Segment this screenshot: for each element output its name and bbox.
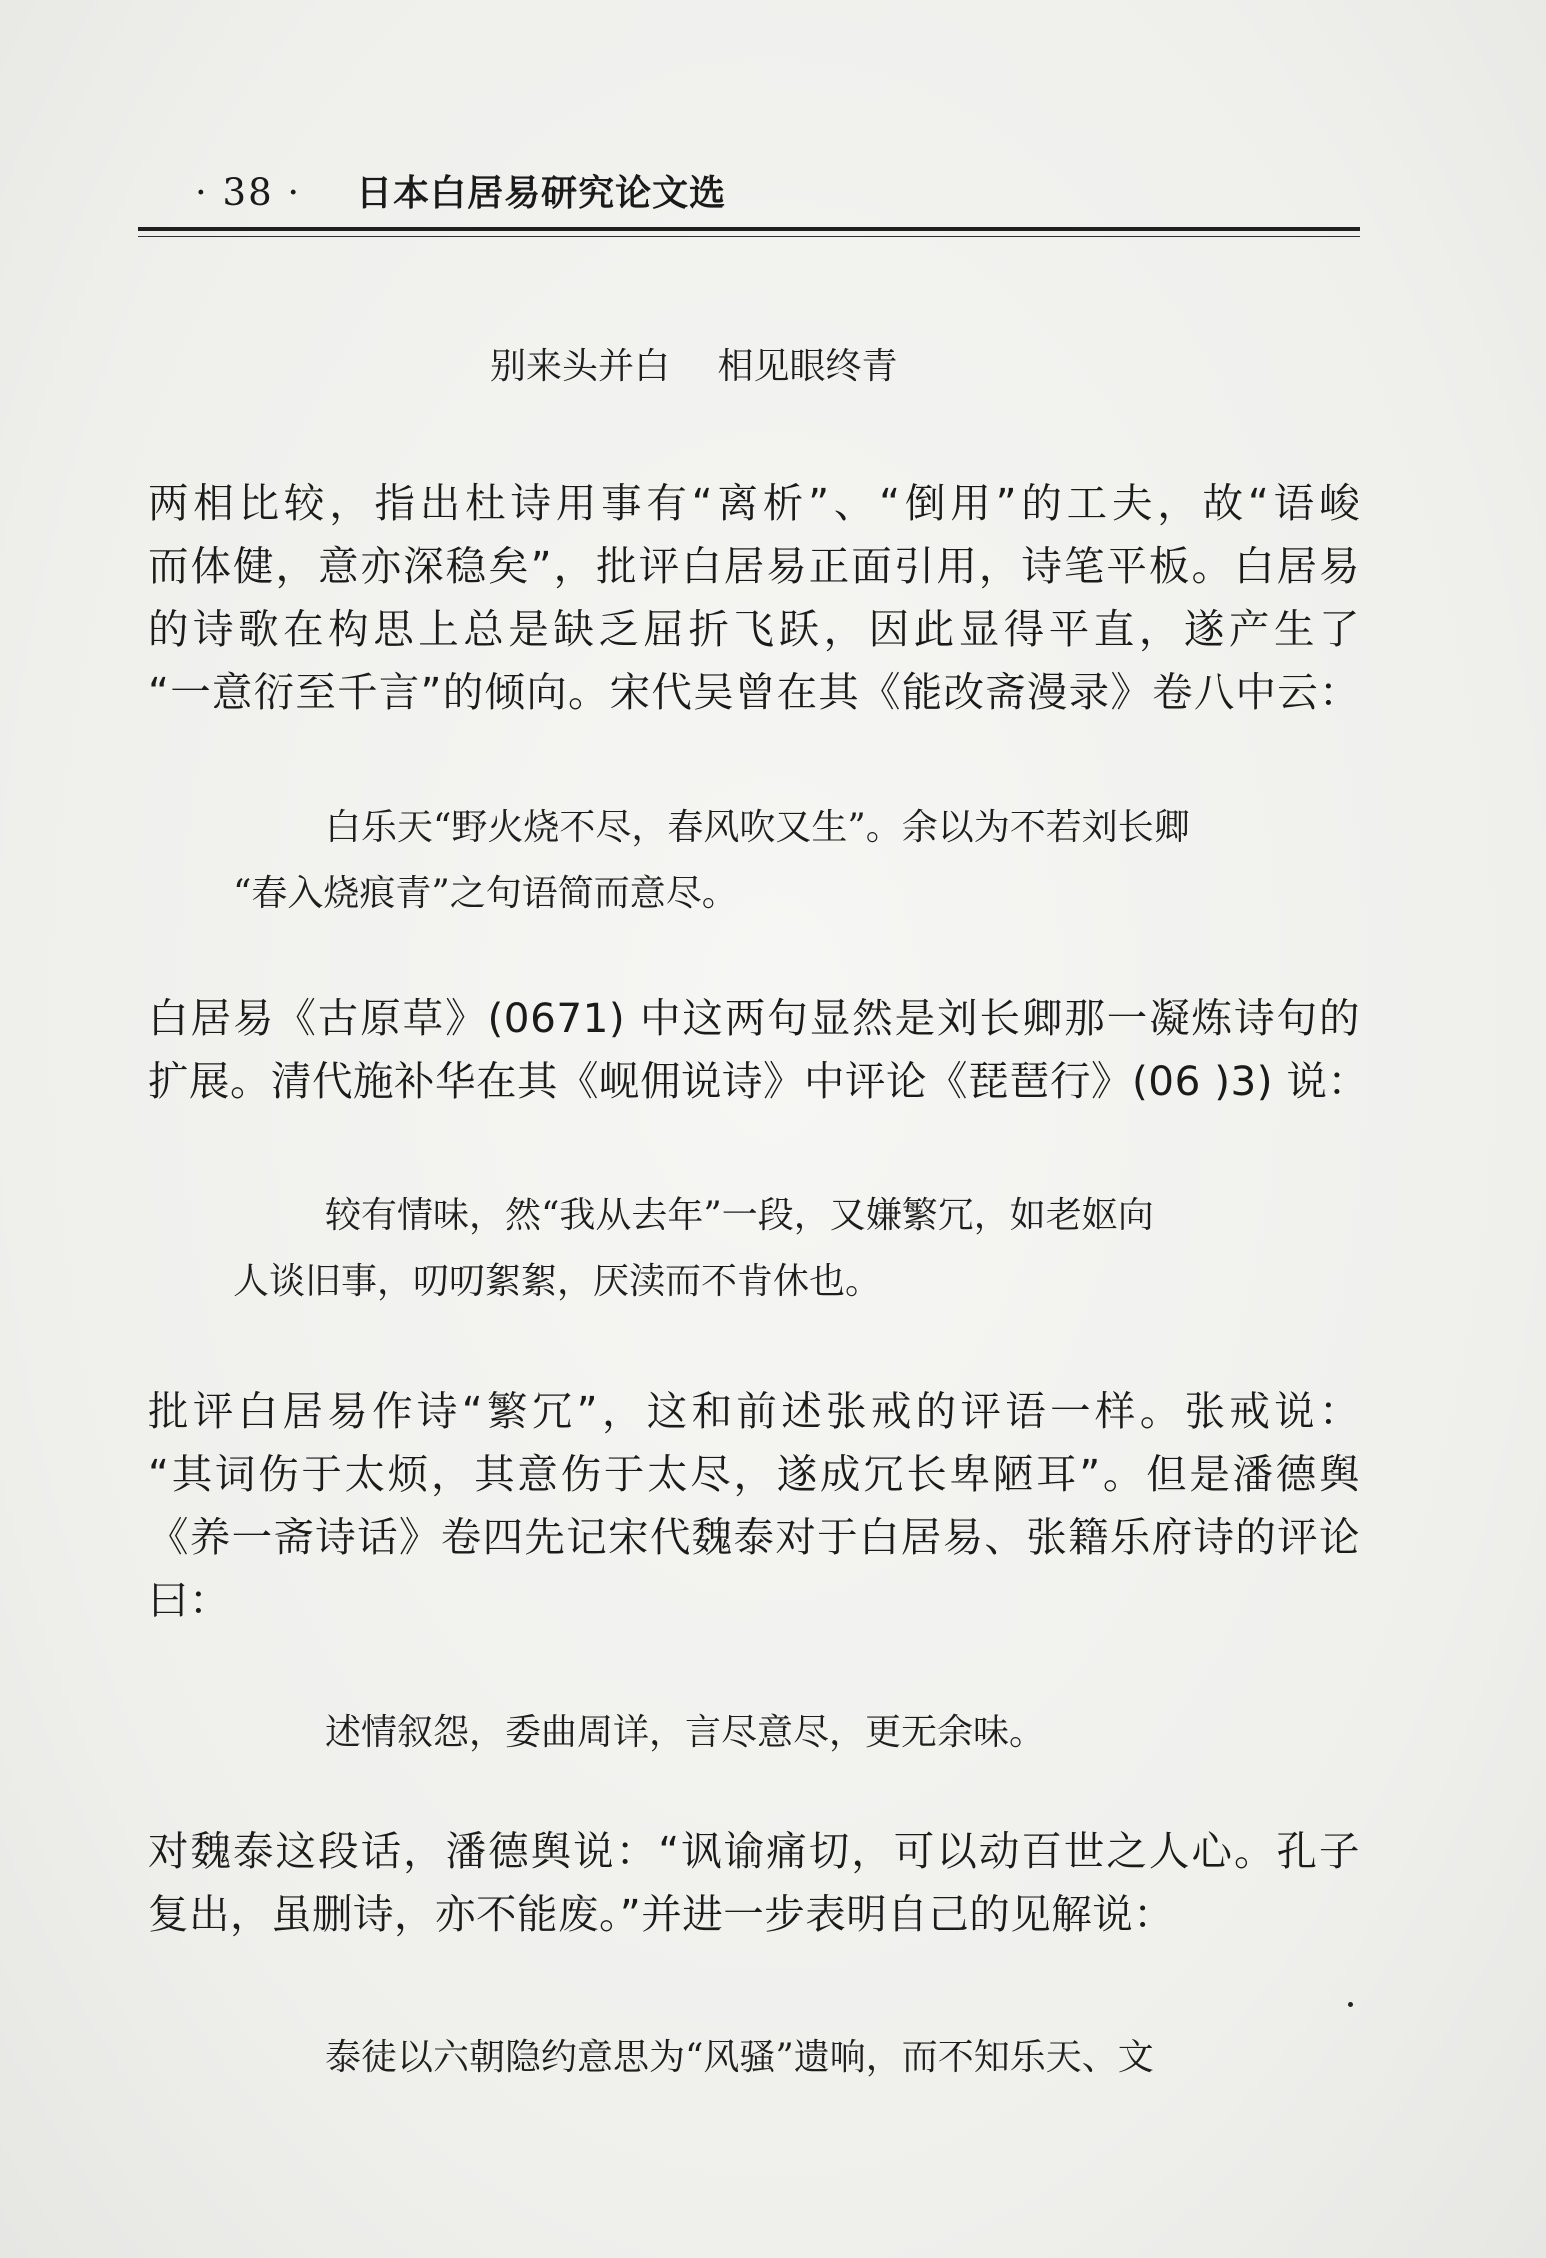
paragraph-line: “其词伤于太烦，其意伤于太尽，遂成冗长卑陋耳”。但是潘德舆 [148,1450,1360,1498]
quote-line: 述情叙怨，委曲周详，言尽意尽，更无余味。 [325,1712,1046,1753]
quote-line: “春入烧痕青”之句语简而意尽。 [233,873,738,914]
paragraph-line: 白居易《古原草》(0671) 中这两句显然是刘长卿那一凝炼诗句的 [148,994,1360,1042]
paragraph-line: 《养一斋诗话》卷四先记宋代魏泰对于白居易、张籍乐府诗的评论 [148,1513,1360,1561]
paragraph-line: 而体健，意亦深稳矣”，批评白居易正面引用，诗笔平板。白居易 [148,542,1360,590]
header-rule-thin [138,236,1360,237]
book-title: 日本白居易研究论文选 [356,173,727,214]
block-quote-3 [325,1700,1045,1766]
paragraph-line: 对魏泰这段话，潘德舆说：“讽谕痛切，可以动百世之人心。孔子 [148,1827,1360,1875]
quote-line: 人谈旧事，叨叨絮絮，厌渎而不肯休也。 [233,1261,882,1302]
paragraph-3 [148,1380,1360,1632]
paragraph-4 [148,1820,1360,1946]
paragraph-line: “一意衍至千言”的倾向。宋代吴曾在其《能改斋漫录》卷八中云： [148,668,1360,716]
paragraph-line: 两相比较，指出杜诗用事有“离析”、“倒用”的工夫，故“语峻 [148,479,1360,527]
paragraph-line: 复出，虽删诗，亦不能废。”并进一步表明自己的见解说： [148,1890,1175,1938]
header-rule-thick [138,227,1360,231]
block-quote-1 [233,795,1190,927]
print-speck [1348,2002,1353,2007]
paragraph-1 [148,472,1360,724]
quote-line: 白乐天“野火烧不尽，春风吹又生”。余以为不若刘长卿 [325,807,1190,848]
block-quote-2 [233,1183,1154,1315]
page-number: · 38 · [195,171,302,214]
quote-line: 较有情味，然“我从去年”一段，又嫌繁冗，如老妪向 [325,1195,1154,1236]
paragraph-line: 曰： [148,1576,230,1624]
paragraph-2 [148,987,1369,1113]
quote-line: 泰徒以六朝隐约意思为“风骚”遗响，而不知乐天、文 [325,2037,1154,2078]
paragraph-line: 扩展。清代施补华在其《岘佣说诗》中评论《琵琶行》(06 )3) 说： [148,1057,1369,1105]
paragraph-line: 的诗歌在构思上总是缺乏屈折飞跃，因此显得平直，遂产生了 [148,605,1360,653]
running-header [195,165,726,216]
poem-couplet: 别来头并白 相见眼终青 [490,346,898,387]
paragraph-line: 批评白居易作诗“繁冗”，这和前述张戒的评语一样。张戒说： [148,1387,1360,1435]
block-quote-4 [325,2025,1154,2091]
